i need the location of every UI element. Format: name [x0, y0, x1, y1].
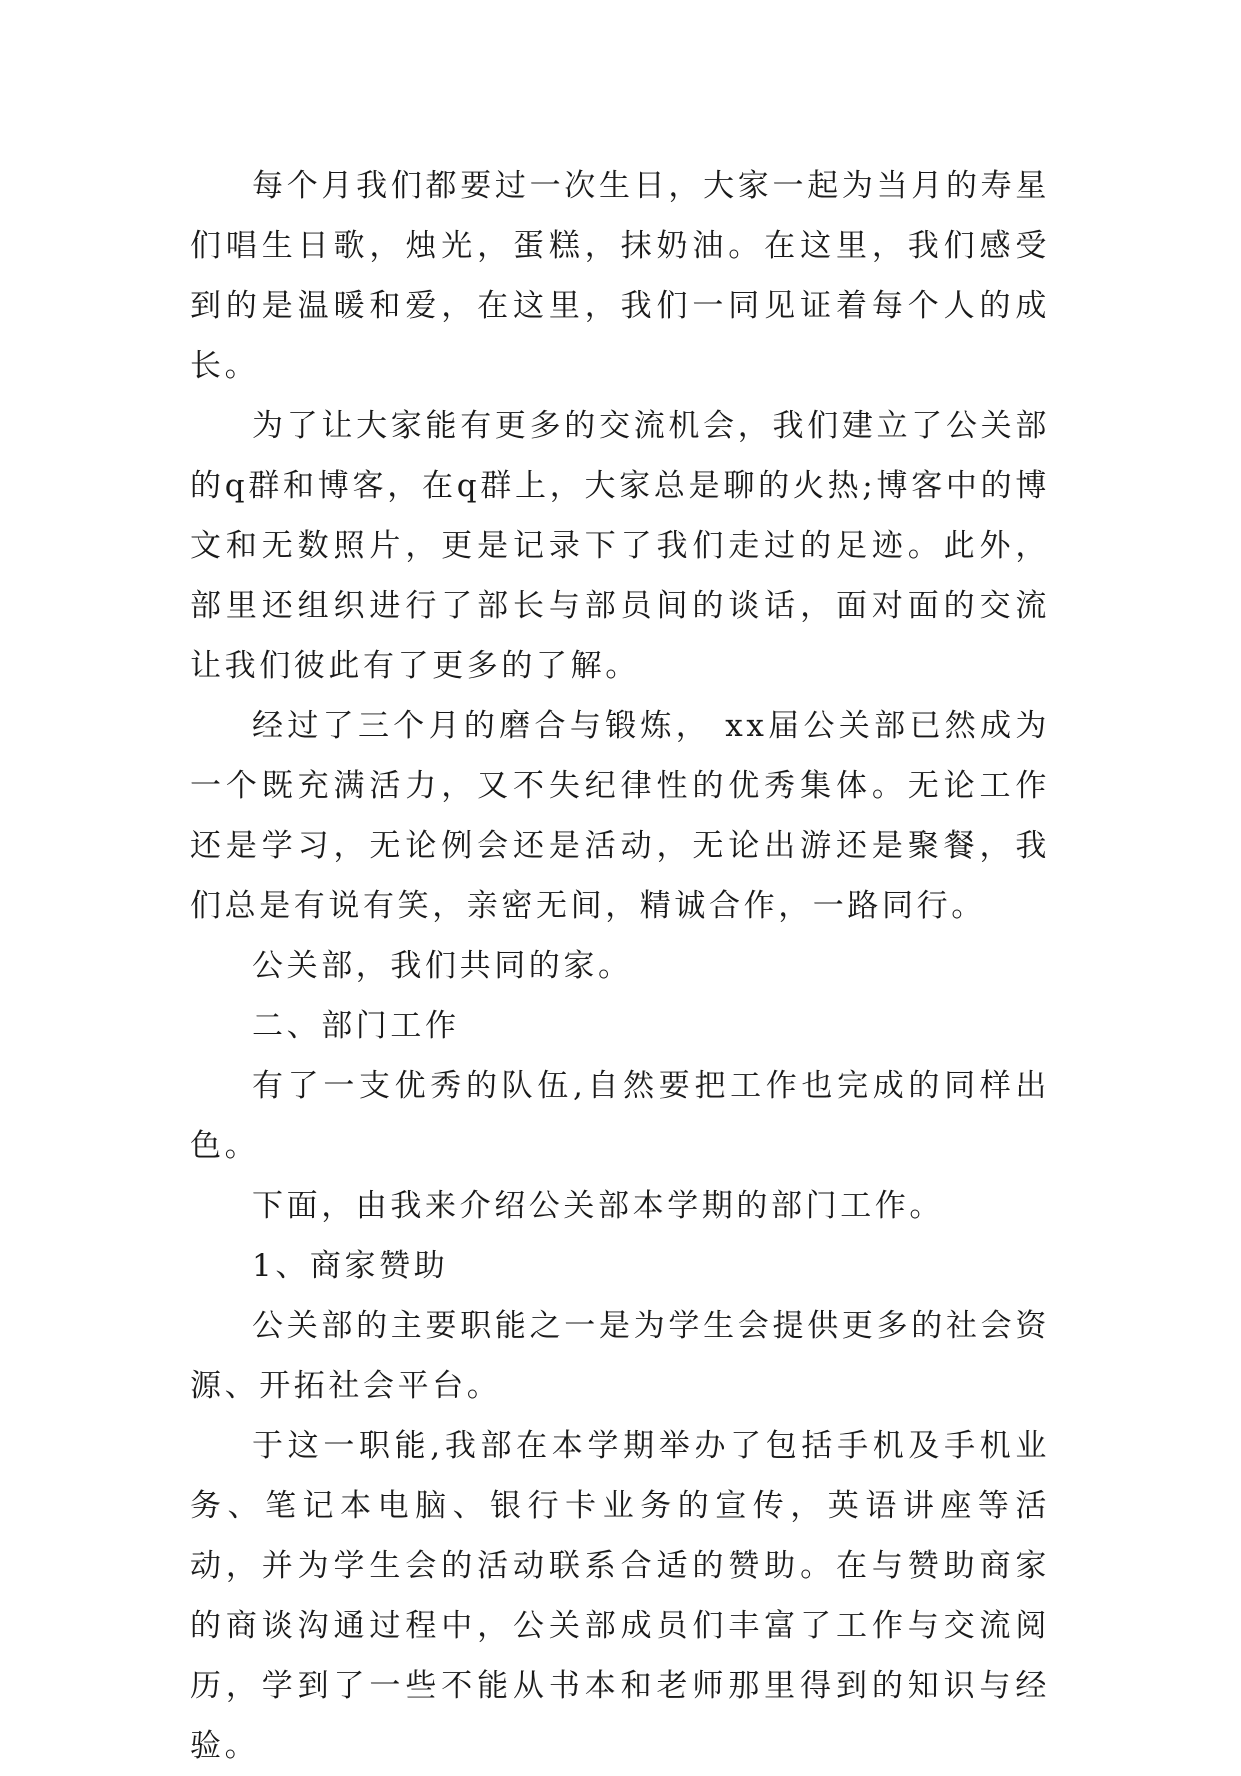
- paragraph-main-function: 公关部的主要职能之一是为学生会提供更多的社会资源、开拓社会平台。: [190, 1308, 1050, 1404]
- paragraph-home: 公关部，我们共同的家。: [252, 948, 633, 984]
- subheading-sponsorship: 1、商家赞助: [252, 1248, 449, 1284]
- paragraph-excellent-team: 有了一支优秀的队伍,自然要把工作也完成的同样出色。: [190, 1068, 1050, 1164]
- document-page: [190, 156, 1050, 1776]
- paragraph-introduction: 下面，由我来介绍公关部本学期的部门工作。: [252, 1188, 944, 1224]
- paragraph-team: 经过了三个月的磨合与锻炼， xx届公关部已然成为一个既充满活力，又不失纪律性的优秀集体。无论工作还是学习，无论例会还是活动，无论出游还是聚餐，我们总是有说有笑，亲密无间，精诚合作，一路同行。: [190, 708, 1050, 924]
- paragraph-activities: 于这一职能,我部在本学期举办了包括手机及手机业务、笔记本电脑、银行卡业务的宣传，英语讲座等活动，并为学生会的活动联系合适的赞助。在与赞助商家的商谈沟通过程中，公关部成员们丰富了工作与交流阅历，学到了一些不能从书本和老师那里得到的知识与经验。: [190, 1428, 1050, 1764]
- section-heading-department-work: 二、部门工作: [252, 1008, 460, 1044]
- paragraph-communication: 为了让大家能有更多的交流机会，我们建立了公关部的q群和博客，在q群上，大家总是聊的火热;博客中的博文和无数照片，更是记录下了我们走过的足迹。此外，部里还组织进行了部长与部员间的谈话，面对面的交流让我们彼此有了更多的了解。: [190, 408, 1050, 684]
- paragraph-birthday: 每个月我们都要过一次生日，大家一起为当月的寿星们唱生日歌，烛光，蛋糕，抹奶油。在这里，我们感受到的是温暖和爱，在这里，我们一同见证着每个人的成长。: [190, 168, 1050, 384]
